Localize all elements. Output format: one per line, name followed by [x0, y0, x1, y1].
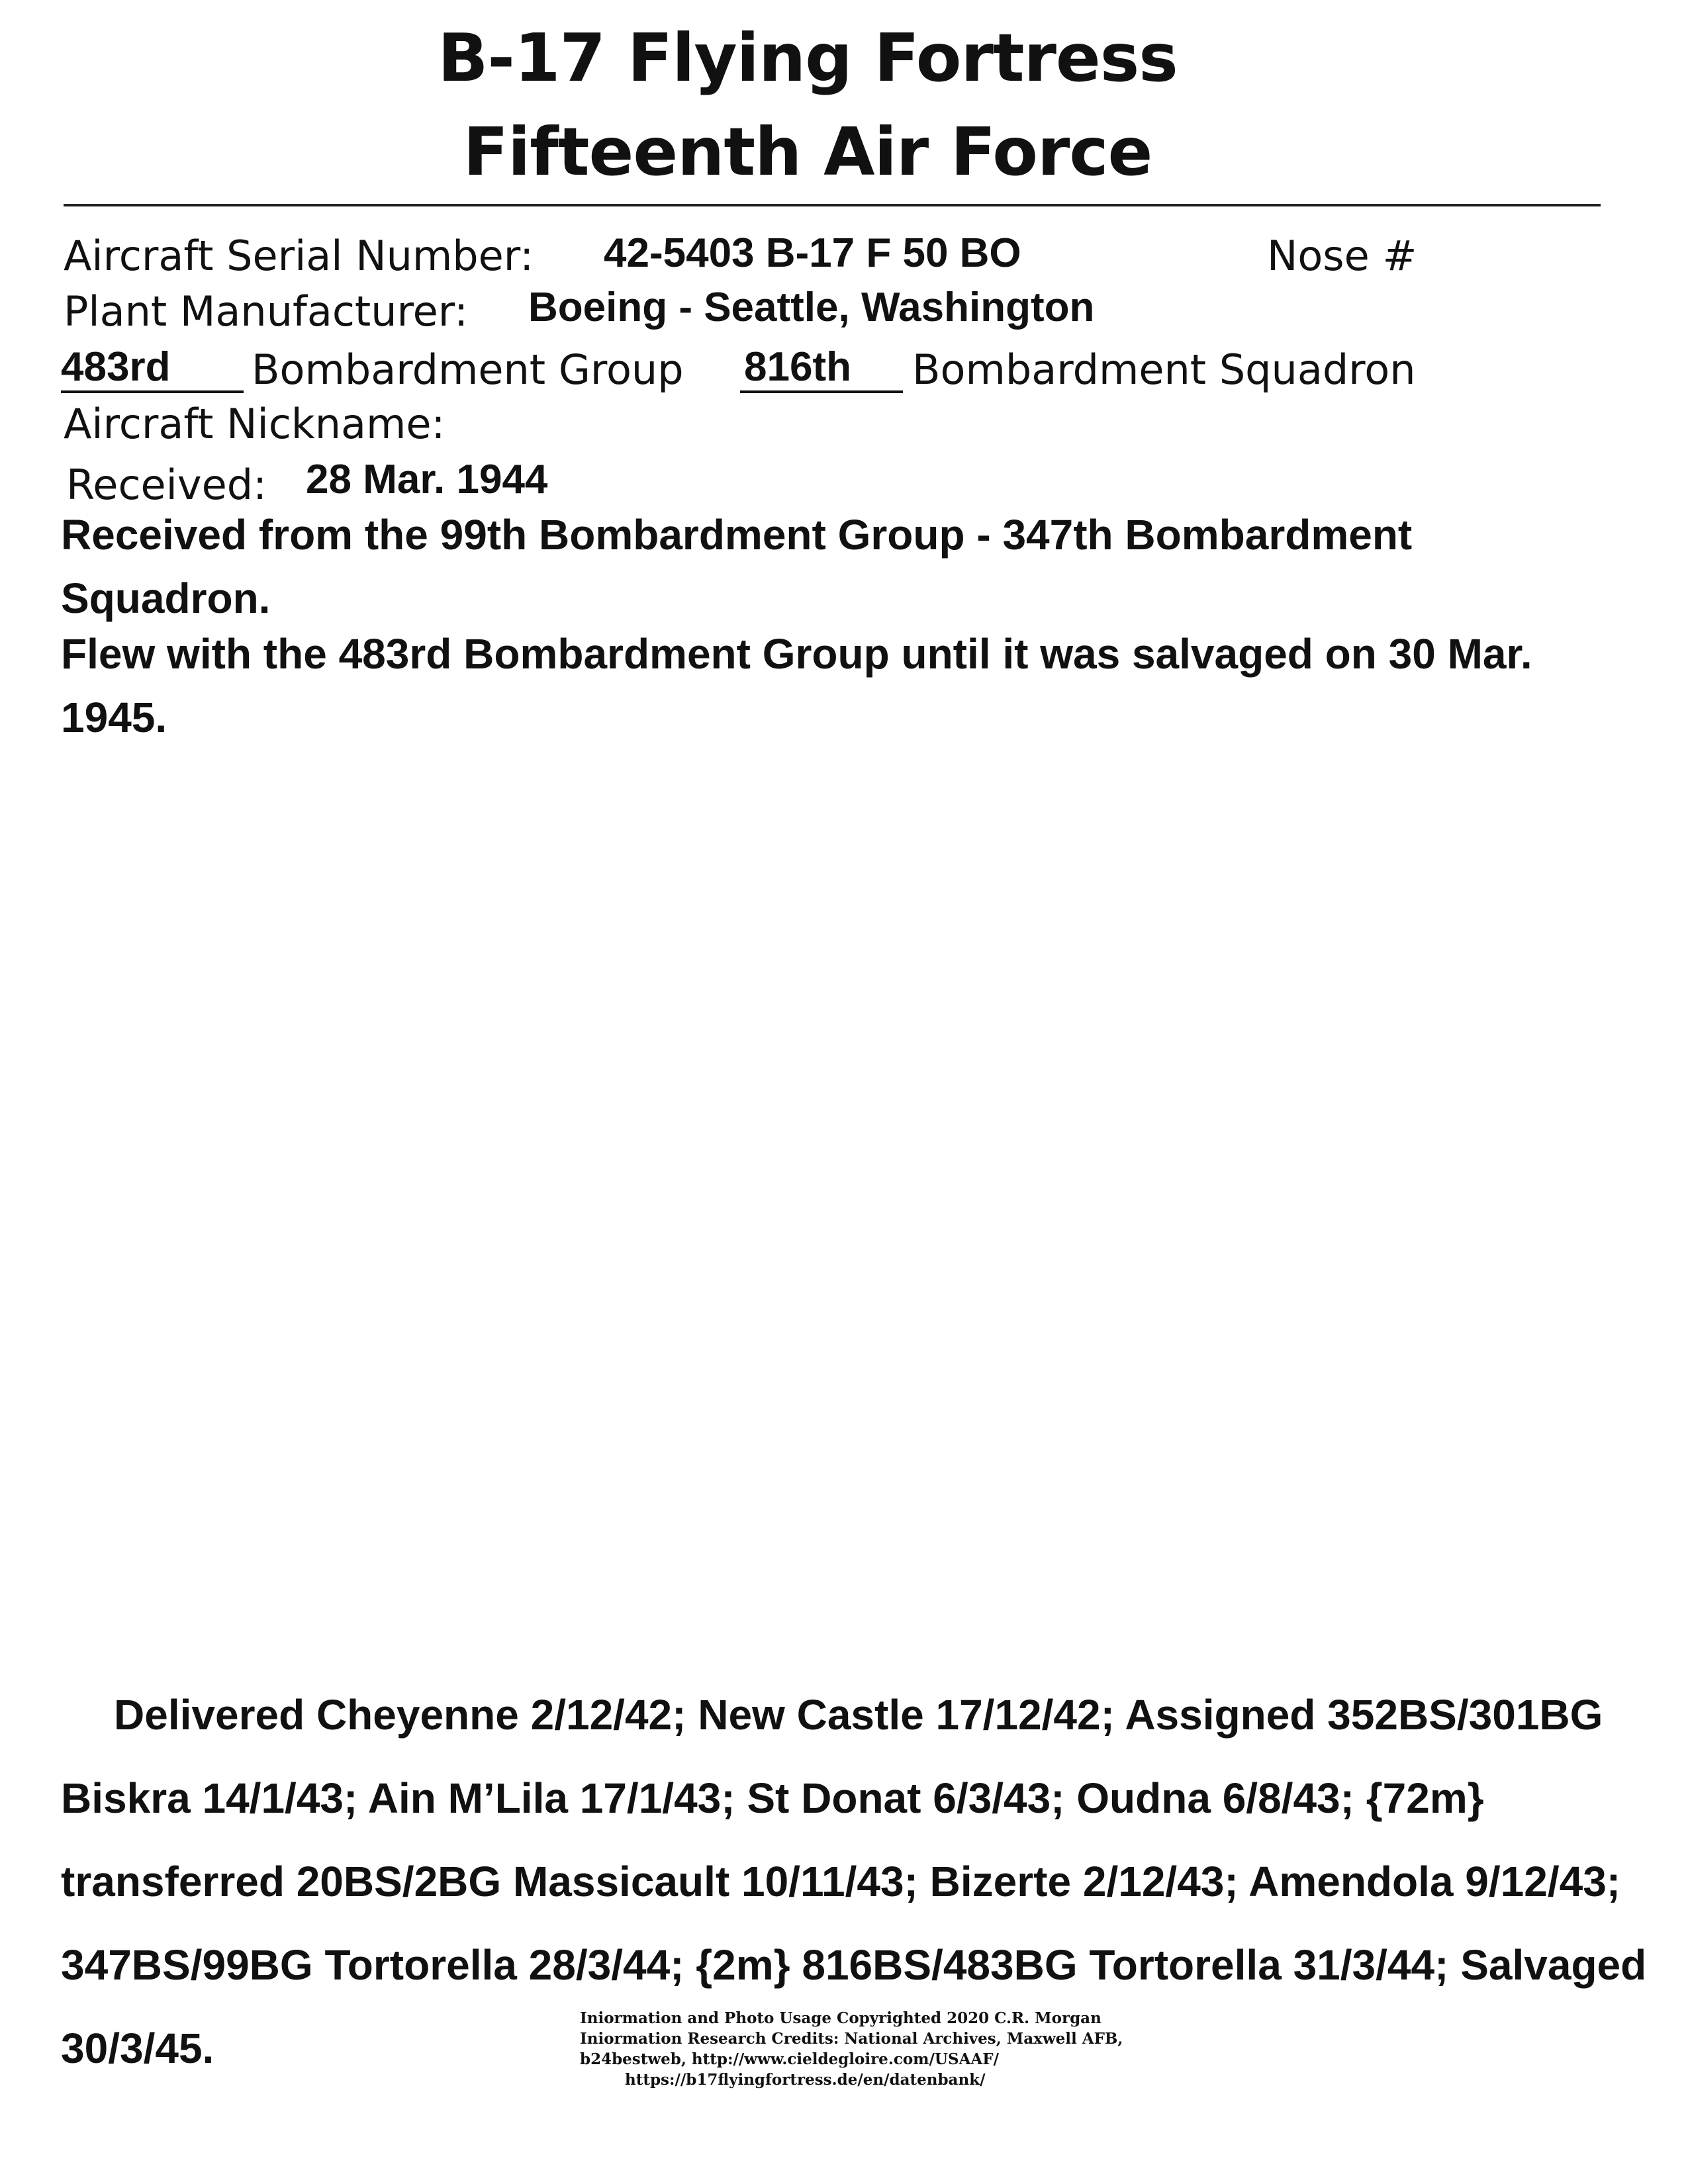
credits-line-sources: b24bestweb, http://www.cieldegloire.com/USAAF/ — [580, 2050, 999, 2068]
nose-number-label: Nose # — [1267, 232, 1417, 280]
manufacturer-label: Plant Manufacturer: — [64, 287, 469, 336]
nickname-label: Aircraft Nickname: — [64, 400, 445, 448]
service-history: Delivered Cheyenne 2/12/42; New Castle 17/12/42; Assigned 352BS/301BG Biskra 14/1/43; Ain M’Lila 17/1/43; St Donat 6/3/43; Oudna 6/8/43; {72m} transferred 20BS/2BG Massicault 10/11/43; Bizerte 2/12/43; Amendola 9/12/43; 347BS/99BG Tortorella 28/3/44; {2m} 816BS/483BG Tortorella 31/3/44; Salvaged 30/3/45. — [61, 1691, 1647, 2072]
page-title-line-1: B-17 Flying Fortress — [438, 19, 1178, 97]
group-label: Bombardment Group — [252, 345, 684, 394]
squadron-value: 816th — [740, 347, 903, 393]
serial-number-value: 42-5403 B-17 F 50 BO — [604, 230, 1021, 276]
received-label: Received: — [66, 461, 267, 509]
squadron-label: Bombardment Squadron — [912, 345, 1416, 394]
group-value: 483rd — [61, 347, 244, 393]
credits-line-copyright: Iniormation and Photo Usage Copyrighted 2020 C.R. Morgan — [580, 2009, 1102, 2027]
credits-line-url: https://b17flyingfortress.de/en/datenbank/ — [625, 2071, 986, 2089]
serial-number-label: Aircraft Serial Number: — [64, 232, 534, 280]
page-title-line-2: Fifteenth Air Force — [463, 113, 1152, 191]
credits-block — [580, 2008, 1176, 2090]
notes-service-summary: Flew with the 483rd Bombardment Group until it was salvaged on 30 Mar. 1945. — [61, 630, 1532, 741]
manufacturer-value: Boeing - Seattle, Washington — [528, 285, 1095, 330]
notes-received-from: Received from the 99th Bombardment Group - 347th Bombardment Squadron. — [61, 511, 1413, 622]
header-divider — [64, 204, 1601, 206]
credits-line-research: Iniormation Research Credits: National Archives, Maxwell AFB, — [580, 2030, 1123, 2048]
received-value: 28 Mar. 1944 — [306, 457, 548, 502]
